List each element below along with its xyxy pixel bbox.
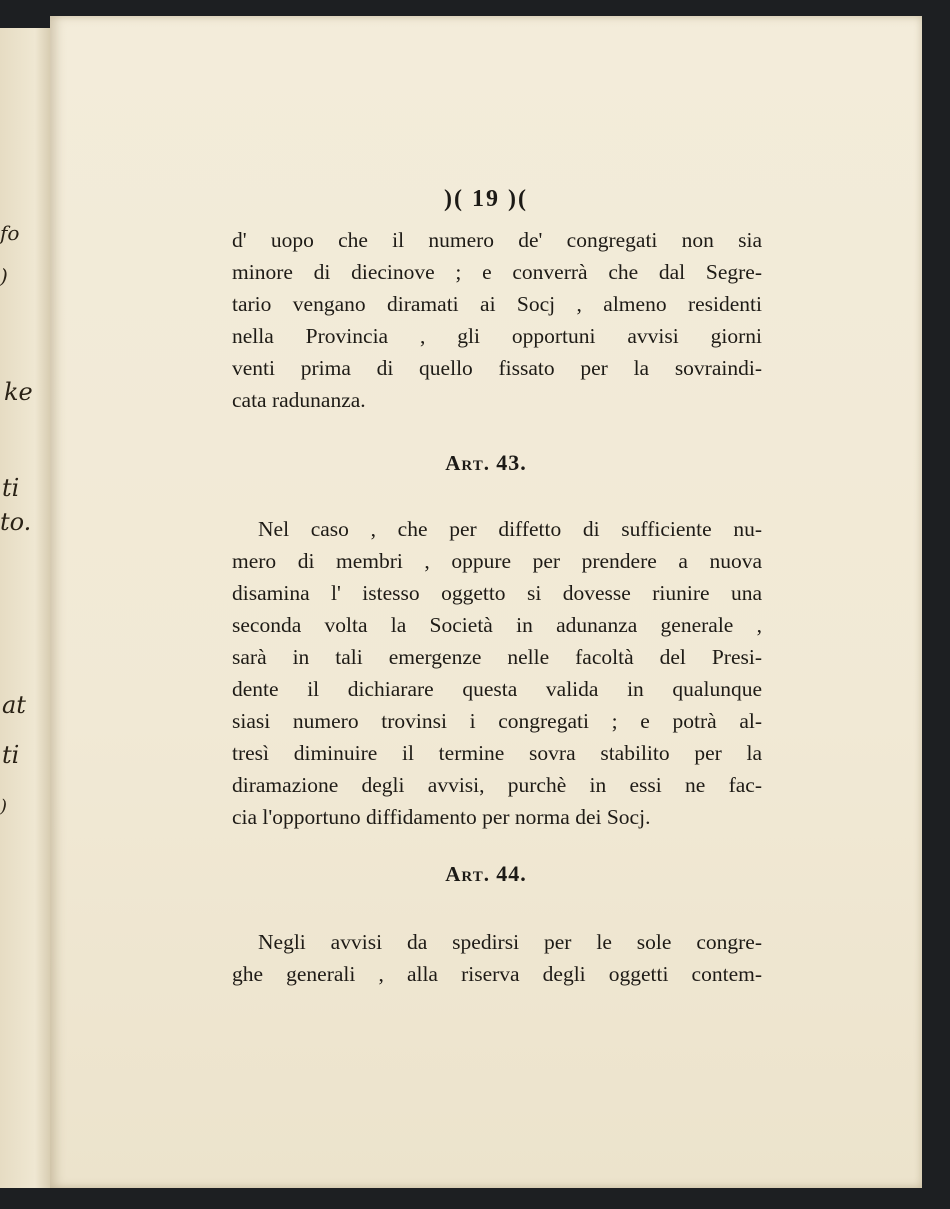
article-number: 44. (496, 861, 527, 886)
text-line: tario vengano diramati ai Socj , almeno residenti (232, 292, 762, 316)
text-line: ghe generali , alla riserva degli oggetti contem- (232, 962, 762, 986)
page-number: )( 19 )( (444, 186, 528, 212)
text-line: minore di diecinove ; e converrà che dal Segre- (232, 260, 762, 284)
text-line: mero di membri , oppure per prendere a nuova (232, 549, 762, 573)
handwriting-fragment: ti (2, 474, 20, 502)
text-line: d' uopo che il numero de' congregati non sia (232, 228, 762, 252)
text-line: venti prima di quello fissato per la sovraindi- (232, 356, 762, 380)
handwriting-fragment: to. (0, 508, 32, 536)
handwriting-fragment: ) (0, 796, 8, 817)
text-line: nella Provincia , gli opportuni avvisi giorni (232, 324, 762, 348)
article-heading-44 (50, 861, 922, 887)
text-line: tresì diminuire il termine sovra stabilito per la (232, 741, 762, 765)
article-label: Art. (445, 451, 490, 475)
handwriting-fragment: fo (0, 221, 20, 245)
book-page (50, 16, 922, 1188)
text-line: dente il dichiarare questa valida in qualunque (232, 677, 762, 701)
text-line: disamina l' istesso oggetto si dovesse riunire una (232, 581, 762, 605)
handwriting-fragment: ti (2, 741, 20, 769)
text-line: Negli avvisi da spedirsi per le sole congre- (258, 930, 762, 954)
paragraph-2 (232, 513, 762, 833)
text-line: cia l'opportuno diffidamento per norma dei Socj. (232, 805, 651, 829)
text-line: siasi numero trovinsi i congregati ; e potrà al- (232, 709, 762, 733)
handwriting-fragment: ke (4, 378, 33, 406)
text-line: sarà in tali emergenze nelle facoltà del Presi- (232, 645, 762, 669)
facing-page-edge (0, 28, 50, 1188)
article-number: 43. (496, 450, 527, 475)
paragraph-3 (232, 926, 762, 990)
text-line: diramazione degli avvisi, purchè in essi ne fac- (232, 773, 762, 797)
text-line: Nel caso , che per diffetto di sufficiente nu- (258, 517, 762, 541)
handwriting-fragment: ) (0, 264, 8, 288)
text-line: cata radunanza. (232, 388, 366, 412)
article-heading-43 (50, 450, 922, 476)
text-line: seconda volta la Società in adunanza generale , (232, 613, 762, 637)
paragraph-1 (232, 224, 762, 416)
handwriting-fragment: at (2, 691, 26, 719)
article-label: Art. (445, 862, 490, 886)
